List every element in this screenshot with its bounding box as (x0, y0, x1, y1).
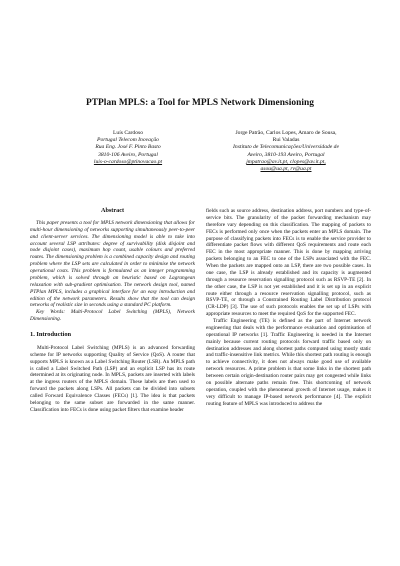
abstract-heading: Abstract (100, 207, 125, 214)
author-affiliation: Aveiro, 3810-193 Aveiro, Portugal (247, 151, 325, 158)
author-affiliation: Instituto de Telecomunicações/Universidade de (233, 144, 339, 151)
author-affiliation: 3810-106 Aveiro, Portugal (98, 151, 158, 158)
author-affiliation: Portugal Telecom Inovação (97, 137, 159, 144)
paragraph: Multi-Protocol Label Switching (MPLS) is an advanced forwarding scheme for IP networks supporting Quality of Service (QoS). A router that supports MPLS is known as a Label Switching Router (LSR). An MPLS path is called a Label Switched Path (LSP) and an explicit LSP has its route determined at its originating node. In MPLS, packets are inserted with labels at the ingress routers of the MPLS domain. These labels are then used to forward the packets along LSPs. All packets can be divided into subsets called Forward Equivalence Classes (FECs) [1]. The idea is that packets belonging to the same subset are forwarded in the same manner. Classification into FECs is done using packet filters that examine header (30, 344, 195, 413)
paragraph: fields such as source address, destination address, port numbers and type-of-service bits. The granularity of the packet forwarding mechanism may therefore vary depending on this classification. The mapping of packets to FECs is performed only once when the packets enter an MPLS domain. The purpose of classifying packets into FECs is to enable the service provider to differentiate packet flows with different QoS requirements and route each FEC in the most appropriate manner. This is done by mapping arriving packets belonging to an FEC to one of the LSPs associated with the FEC. When the packets are mapped onto an LSP, there are two possible cases. In one case, the LSP is already established and its capacity is augmented through a resource reservation signalling protocol such as RSVP-TE [2]. In the other case, the LSP is not yet established and it is set up in an explicit route either through a resource reservation signalling protocol, such as RSVP-TE, or through a Constrained Routing Label Distribution protocol (CR-LDP) [3]. The use of such protocols enables the set up of LSPs with appropriate resources to meet the required QoS for the supported FEC. (206, 208, 371, 318)
author-names: Rui Valadas (272, 137, 300, 144)
section-heading: 1. Introduction (30, 331, 72, 338)
author-email[interactable]: jmpatrao@av.it.pt, clopes@av.it.pt, (246, 158, 326, 165)
author-affiliation: Rua Eng. José F. Pinto Basto (95, 144, 161, 151)
author-email[interactable]: luis-o-cardoso@ptinovacao.pt (93, 158, 163, 165)
right-column (206, 208, 371, 407)
author-name: Luís Cardoso (113, 130, 143, 136)
author-block-left (58, 130, 198, 166)
left-column (30, 208, 195, 414)
author-names: Jorge Patrão, Carlos Lopes, Amaro de Sousa, (235, 130, 337, 136)
paper-title: PTPlan MPLS: a Tool for MPLS Network Dimensioning (85, 98, 315, 108)
keywords: Key Words: Multi-Protocol Label Switching (MPLS), Network Dimensioning. (30, 309, 195, 323)
author-email[interactable]: asou@ua.pt, rv@ua.pt (260, 166, 312, 173)
author-block-right (212, 130, 360, 173)
abstract-text: This paper presents a tool for MPLS network dimensioning that allows for multi-hour dimensioning of networks supporting simultaneously peer-to-peer and client-server services. The dimensioning model is able to take into account several LSP attributes: degree of survivability (disk disjoint and node disjoint cases), maximum hop count, usable colours and preferred routes. The dimensioning problem is a combined capacity design and routing problem where the LSP sets are calculated in order to minimise the network operational costs. This problem is formulated as an integer programming problem, which is solved through an heuristic based on Lagrangean relaxation with sub-gradient optimisation. The network design tool, named PTPlan MPLS, includes a graphical interface for an easy introduction and edition of the network parameters. Results show that the tool can design networks of realistic size in seconds using a standard PC platform. (30, 219, 195, 309)
paragraph: Traffic Engineering (TE) is defined as the part of Internet network engineering that deals with the performance evaluation and optimisation of operational IP networks [1]. Traffic Engineering is needed in the Internet mainly because current routing protocols forward traffic based only on destination addresses and along shortest paths computed using mostly static and traffic-insensitive link metrics. While this shortest path routing is enough to achieve connectivity, it does not always make good use of available network resources. A prime problem is that some links in the shortest path between certain origin-destination router pairs may get congested while links on possible alternate paths remain free. This shortcoming of network operation, coupled with the phenomenal growth of Internet usage, makes it very difficult to manage IP-based network performance [4]. The explicit routing feature of MPLS was introduced to address the (206, 318, 371, 407)
